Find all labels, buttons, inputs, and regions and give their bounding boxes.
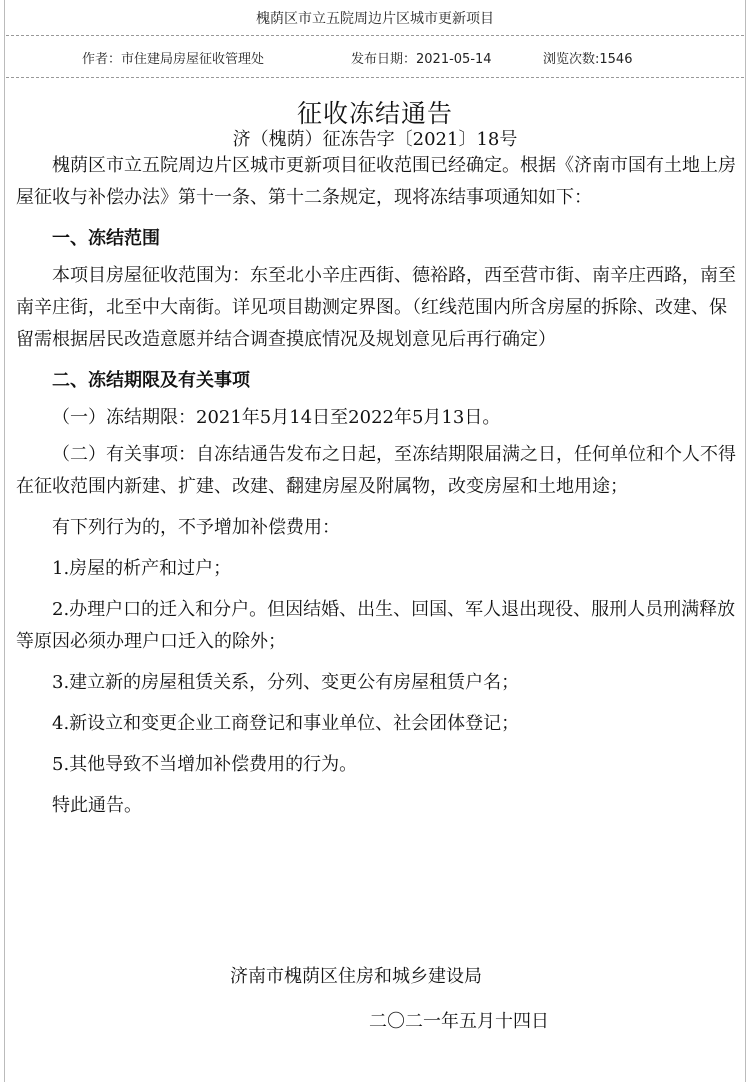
document-title: 征收冻结通告 bbox=[296, 99, 453, 128]
section1-paragraph: 本项目房屋征收范围为：东至北小辛庄西街、德裕路，西至营市街、南辛庄西路，南至南辛庄街，北至中大南街。详见项目勘测定界图。（红线范围内所含房屋的拆除、改建、保留需根据居民改造意愿并结合调查摸底情况及规划意见后再行确定） bbox=[16, 265, 736, 350]
section2-item-period: （一）冻结期限：2021年5月14日至2022年5月13日。 bbox=[52, 407, 501, 428]
intro-paragraph: 槐荫区市立五院周边片区城市更新项目征收范围已经确定。根据《济南市国有土地上房屋征收与补偿办法》第十一条、第十二条规定，现将冻结事项通知如下： bbox=[16, 155, 736, 208]
page-border-right bbox=[745, 0, 746, 1082]
list-item: 5.其他导致不当增加补偿费用的行为。 bbox=[52, 754, 358, 775]
section1-heading: 一、冻结范围 bbox=[52, 228, 160, 249]
meta-author: 作者：市住建局房屋征收管理处 bbox=[82, 52, 265, 67]
section2-item-matters: （二）有关事项：自冻结通告发布之日起，至冻结期限届满之日，任何单位和个人不得在征收范围内新建、扩建、改建、翻建房屋及附属物，改变房屋和土地用途； bbox=[16, 444, 736, 497]
list-item: 2.办理户口的迁入和分户。但因结婚、出生、回国、军人退出现役、服刑人员刑满释放等原因必须办理户口迁入的除外； bbox=[16, 599, 736, 652]
article-meta bbox=[0, 48, 750, 70]
document-body bbox=[16, 150, 740, 822]
meta-view-count: 浏览次数:1546 bbox=[543, 52, 633, 67]
meta-divider bbox=[6, 77, 744, 78]
site-title: 槐荫区市立五院周边片区城市更新项目 bbox=[256, 11, 494, 27]
signature-date: 二〇二一年五月十四日 bbox=[369, 1011, 549, 1032]
page-border-left bbox=[4, 0, 5, 1082]
signature-organization: 济南市槐荫区住房和城乡建设局 bbox=[230, 966, 482, 987]
list-item: 1.房屋的析产和过户； bbox=[52, 558, 232, 579]
list-item: 3.建立新的房屋租赁关系，分列、变更公有房屋租赁户名； bbox=[52, 672, 520, 693]
section2-heading: 二、冻结期限及有关事项 bbox=[52, 370, 250, 391]
header-divider bbox=[6, 35, 744, 36]
closing-line: 特此通告。 bbox=[52, 795, 142, 816]
site-header bbox=[0, 0, 750, 36]
document-number: 济（槐荫）征冻告字〔2021〕18号 bbox=[232, 129, 518, 150]
list-intro: 有下列行为的，不予增加补偿费用： bbox=[52, 517, 340, 538]
meta-publish-date: 发布日期：2021-05-14 bbox=[351, 52, 492, 67]
list-item: 4.新设立和变更企业工商登记和事业单位、社会团体登记； bbox=[52, 713, 520, 734]
